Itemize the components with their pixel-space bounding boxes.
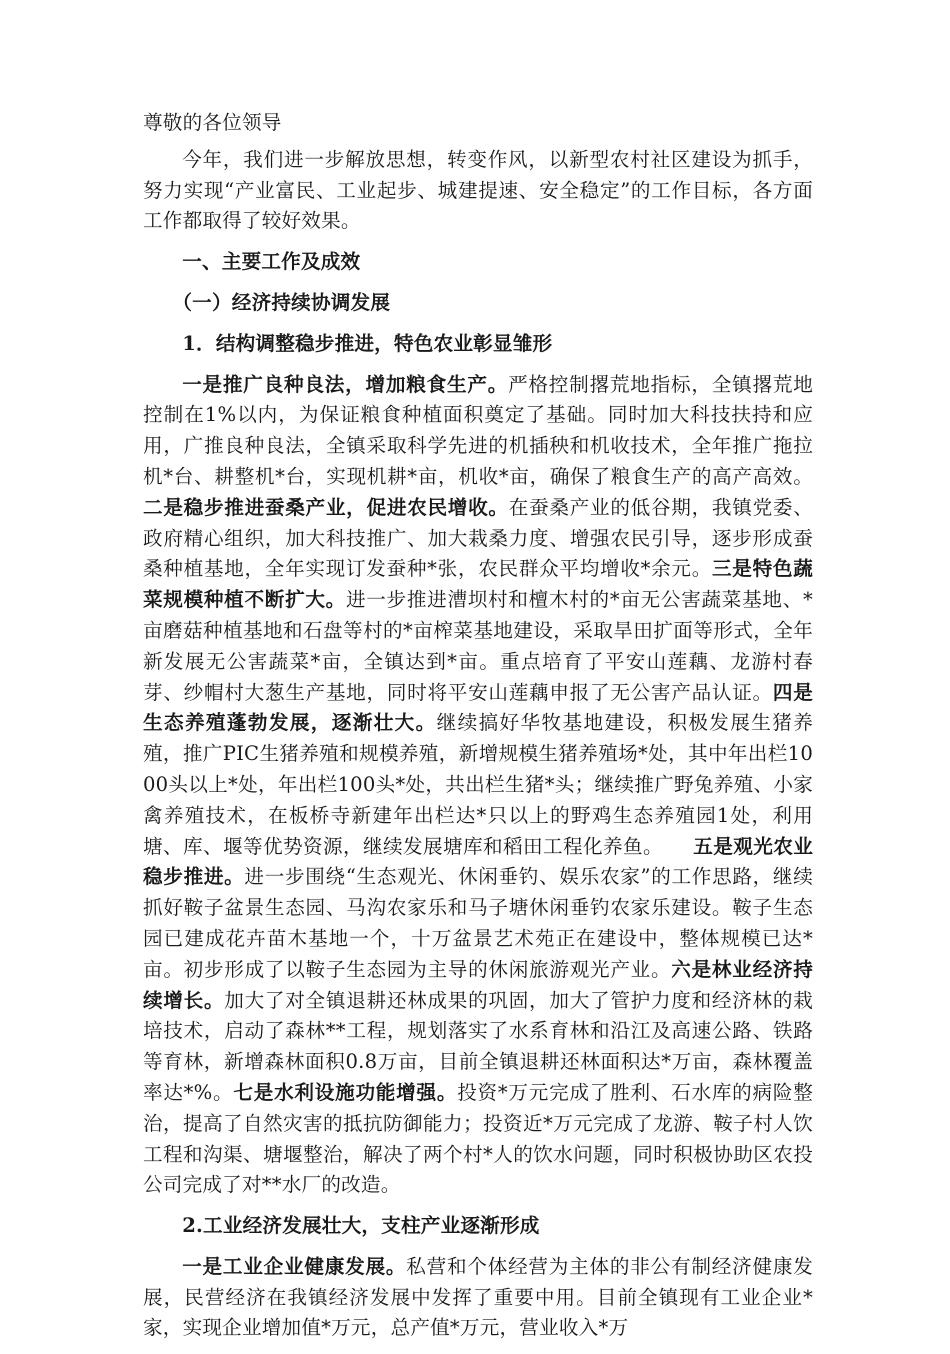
point-text-7: 投资*万元完成了胜利、石水库的病险整治，提高了自然灾害的抵抗防御能力；投资近*万元完成了龙游、鞍子村人饮工程和沟渠、塘堰整治，解决了两个村*人的饮水问题，同时积极协助区农投公司完成了对**水厂的改造。 [143,1080,814,1197]
point-text-5: 进一步围绕“生态观光、休闲垂钓、娱乐农家”的工作思路，继续抓好鞍子盆景生态园、马沟农家乐和马子塘休闲垂钓农家乐建设。鞍子生态园已建成花卉苗木基地一个，十万盆景艺术苑正在建设中，整体规模已达*亩。初步形成了以鞍子生态园为主导的休闲旅游观光产业。 [143,865,813,981]
point-text-6: 加大了对全镇退耕还林成果的巩固，加大了管护力度和经济林的栽培技术，启动了森林**工程，规划落实了水系育林和沿江及高速公路、铁路等育林，新增森林面积0.8万亩，目前全镇退耕还林面积达*万亩，森林覆盖率达*%。 [143,988,813,1104]
section-heading-1: 一、主要工作及成效 [182,250,361,274]
document-body [143,108,813,1354]
industry-lead-1: 一是工业企业健康发展。 [182,1254,407,1278]
point-lead-7: 七是水利设施功能增强。 [233,1080,458,1104]
item-heading-2: 2.工业经济发展壮大，支柱产业逐渐形成 [182,1214,540,1238]
point-text-2: 在蚕桑产业的低谷期，我镇党委、政府精心组织，加大科技推广、加大栽桑力度、增强农民引导，逐步形成蚕桑种植基地，全年实现订发蚕种*张，农民群众平均增收*余元。 [143,495,814,581]
point-text-1: 严格控制撂荒地指标，全镇撂荒地控制在1%以内，为保证粮食种植面积奠定了基础。同时加大科技扶持和应用，广推良种良法，全镇采取科学先进的机插秧和机收技术，全年推广拖拉机*台、耕整机*台，实现机耕*亩，机收*亩，确保了粮食生产的高产高效。 [143,372,813,488]
point-lead-6: 六是林业经济持续增长。 [143,957,814,1012]
salutation: 尊敬的各位领导 [143,111,282,134]
point-lead-3: 三是特色蔬菜规模种植不断扩大。 [143,557,813,612]
intro-paragraph: 今年，我们进一步解放思想，转变作风，以新型农村社区建设为抓手，努力实现“产业富民、工业起步、城建提速、安全稳定”的工作目标，各方面工作都取得了较好效果。 [143,147,813,233]
agriculture-paragraph [143,370,813,1202]
point-text-4: 继续搞好华牧基地建设，积极发展生猪养殖，推广PIC生猪养殖和规模养殖，新增规模生猪养殖场*处，其中年出栏1000头以上*处，年出栏100头*处，共出栏生猪*头；继续推广野兔养殖、小家禽养殖技术，在板桥寺新建年出栏达*只以上的野鸡生态养殖园1处，利用塘、库、堰等优势资源，继续发展塘库和稻田工程化养鱼。 [143,711,813,858]
industry-text-1: 私营和个体经营为主体的非公有制经济健康发展，民营经济在我镇经济发展中发挥了重要中用。目前全镇现有工业企业*家，实现企业增加值*万元，总产值*万元，营业收入*万 [143,1254,814,1340]
item-heading-1: 1．结构调整稳步推进，特色农业彰显雏形 [182,331,553,355]
industry-paragraph [143,1252,813,1344]
point-lead-5: 五是观光农业稳步推进。 [143,834,813,889]
point-text-3: 进一步推进漕坝村和檀木村的*亩无公害蔬菜基地、*亩磨菇种植基地和石盘等村的*亩榨菜基地建设，采取旱田扩面等形式，全年新发展无公害蔬菜*亩，全镇达到*亩。重点培育了平安山莲藕、龙游村春芽、纱帽村大葱生产基地，同时将平安山莲藕申报了无公害产品认证。 [143,588,813,704]
subsection-heading-1: （一）经济持续协调发展 [172,290,391,314]
point-lead-2: 二是稳步推进蚕桑产业，促进农民增收。 [143,495,509,519]
point-lead-1: 一是推广良种良法，增加粮食生产。 [182,372,509,396]
point-lead-4: 四是生态养殖蓬勃发展，逐渐壮大。 [143,680,814,735]
